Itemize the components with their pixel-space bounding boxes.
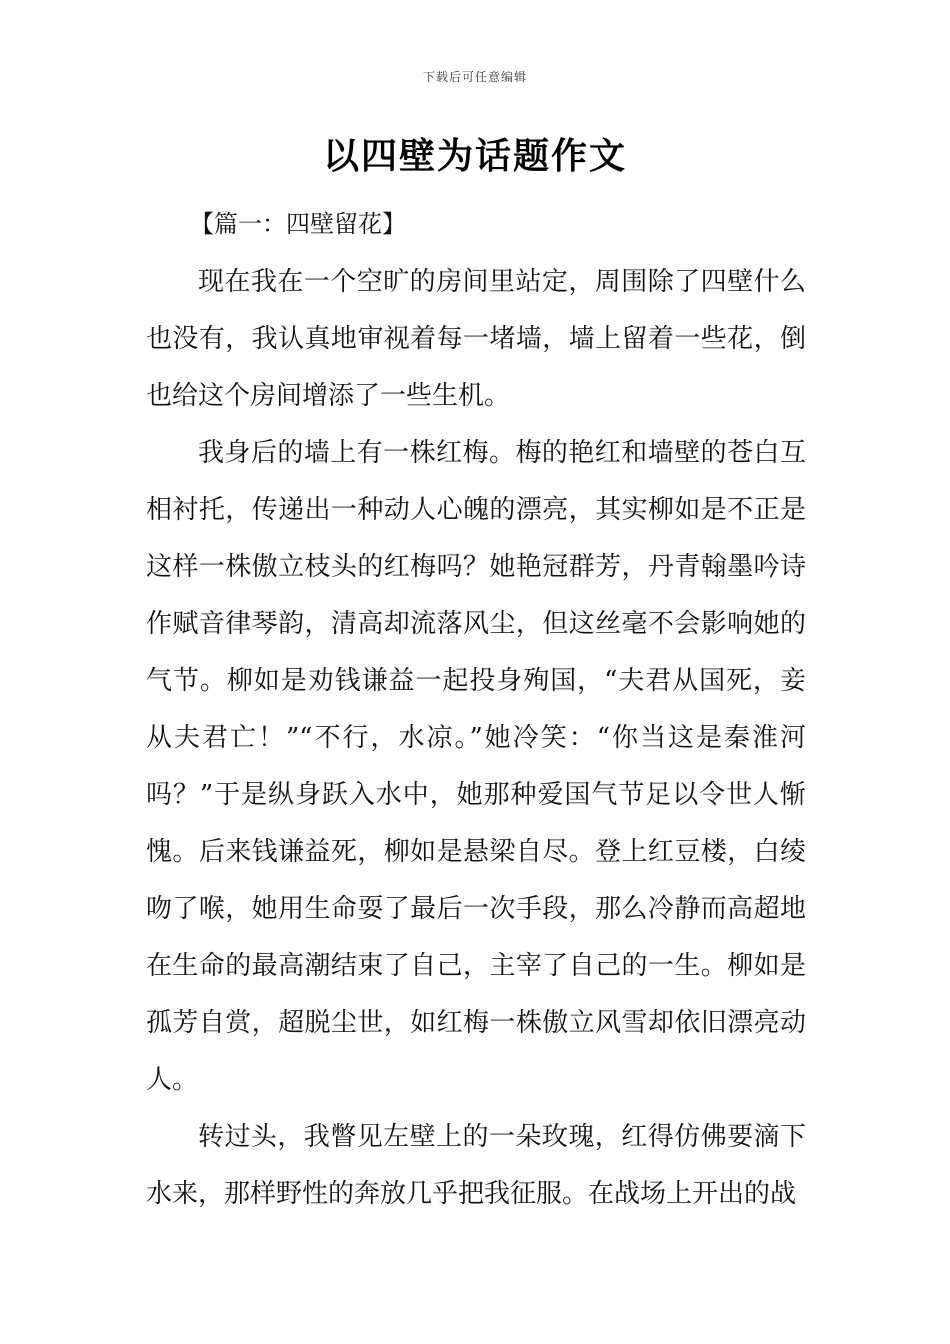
paragraph: 我身后的墙上有一株红梅。梅的艳红和墙壁的苍白互相衬托，传递出一种动人心魄的漂亮，其实柳如是不正是这样一株傲立枝头的红梅吗？她艳冠群芳，丹青翰墨吟诗作赋音律琴韵，清高却流落风尘，但这丝毫不会影响她的气节。柳如是劝钱谦益一起投身殉国，“夫君从国死，妾从夫君亡！”“不行，水凉。”她冷笑：“你当这是秦淮河吗？”于是纵身跃入水中，她那种爱国气节足以令世人惭愧。后来钱谦益死，柳如是悬梁自尽。登上红豆楼，白绫吻了喉，她用生命耍了最后一次手段，那么冷静而高超地在生命的最高潮结束了自己，主宰了自己的一生。柳如是孤芳自赏，超脱尘世，如红梅一株傲立风雪却依旧漂亮动人。	[146, 438, 806, 1095]
header-note: 下载后可任意编辑	[422, 70, 527, 84]
paragraph: 转过头，我瞥见左壁上的一朵玫瑰，红得仿佛要滴下水来，那样野性的奔放几乎把我征服。在战场上开出的战	[146, 1122, 806, 1209]
section-heading: 【篇一：四壁留花】	[190, 210, 406, 238]
document-title: 以四壁为话题作文	[322, 136, 627, 177]
body-text	[146, 254, 806, 1223]
paragraph: 现在我在一个空旷的房间里站定，周围除了四壁什么也没有，我认真地审视着每一堵墙，墙上留着一些花，倒也给这个房间增添了一些生机。	[146, 267, 806, 411]
